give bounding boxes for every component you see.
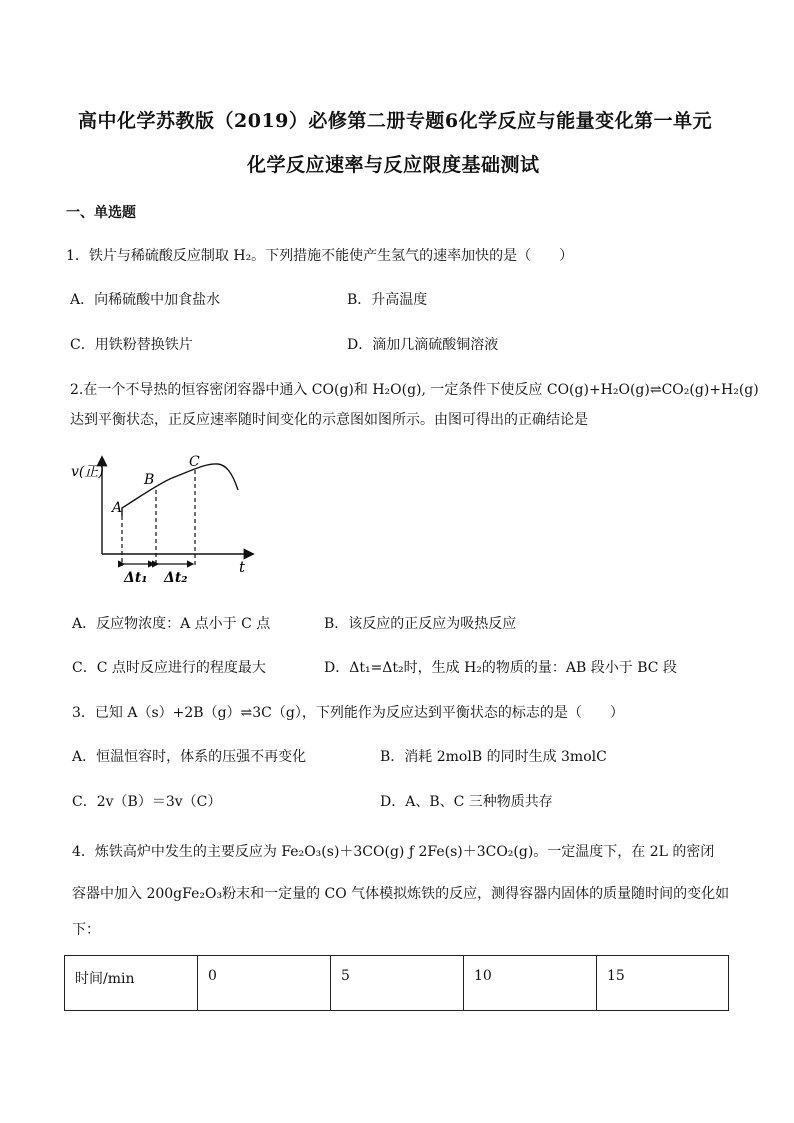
question-4-stem-line1: 4．炼铁高炉中发生的主要反应为 Fe₂O₃(s)＋3CO(g) ƒ 2Fe(s)＋3CO₂(g)。一定温度下，在 2L 的密闭	[72, 844, 715, 860]
question-1-option-d: D．滴加几滴硫酸铜溶液	[347, 337, 499, 353]
x-axis-label: t	[239, 558, 246, 576]
point-b-label: B	[144, 472, 155, 488]
table-cell: 5	[331, 956, 464, 1011]
table-cell: 0	[198, 956, 331, 1011]
section-heading: 一、单选题	[66, 205, 136, 221]
rate-time-graph	[68, 450, 288, 590]
question-3-option-d: D．A、B、C 三种物质共存	[380, 794, 553, 810]
dt1-label: Δt₁	[124, 570, 148, 586]
y-axis-label: v(正)	[71, 464, 104, 480]
question-2-stem-line2: 达到平衡状态，正反应速率随时间变化的示意图如图所示。由图可得出的正确结论是	[70, 412, 588, 428]
question-2-option-c: C．C 点时反应进行的程度最大	[72, 660, 266, 676]
question-3-option-b: B．消耗 2molB 的同时生成 3molC	[380, 749, 607, 765]
question-2-option-d: D．Δt₁=Δt₂时，生成 H₂的物质的量：AB 段小于 BC 段	[324, 660, 677, 676]
question-4-stem-line3: 下：	[72, 922, 100, 938]
table-row	[65, 956, 729, 1011]
point-a-label: A	[112, 500, 123, 516]
question-1-option-a: A．向稀硫酸中加食盐水	[70, 292, 221, 308]
question-1-option-c: C．用铁粉替换铁片	[70, 337, 193, 353]
document-title-line1: 高中化学苏教版（2019）必修第二册专题6化学反应与能量变化第一单元	[78, 110, 713, 132]
question-2-stem-line1: 2.在一个不导热的恒容密闭容器中通入 CO(g)和 H₂O(g), 一定条件下使反应 CO(g)+H₂O(g)⇌CO₂(g)+H₂(g)	[70, 382, 759, 398]
question-3-option-c: C．2v（B）＝3v（C）	[72, 794, 222, 810]
dt2-label: Δt₂	[164, 570, 188, 586]
document-title-line2: 化学反应速率与反应限度基础测试	[247, 154, 540, 176]
question-4-stem-line2: 容器中加入 200gFe₂O₃粉末和一定量的 CO 气体模拟炼铁的反应，测得容器内固体的质量随时间的变化如	[72, 886, 730, 902]
table-header-cell: 时间/min	[65, 956, 198, 1011]
table-cell: 10	[464, 956, 597, 1011]
table-cell: 15	[597, 956, 729, 1011]
mass-time-table	[64, 955, 729, 1011]
question-2-option-b: B．该反应的正反应为吸热反应	[324, 616, 517, 632]
question-3-option-a: A．恒温恒容时，体系的压强不再变化	[72, 749, 307, 765]
point-c-label: C	[189, 454, 200, 470]
question-1-stem: 1．铁片与稀硫酸反应制取 H₂。下列措施不能使产生氢气的速率加快的是（ ）	[66, 248, 574, 264]
question-3-stem: 3．已知 A（s）+2B（g）⇌3C（g），下列能作为反应达到平衡状态的标志的是（ ）	[72, 705, 624, 721]
question-1-option-b: B．升高温度	[347, 292, 428, 308]
rate-curve	[122, 464, 238, 516]
question-2-option-a: A．反应物浓度：A 点小于 C 点	[72, 616, 271, 632]
